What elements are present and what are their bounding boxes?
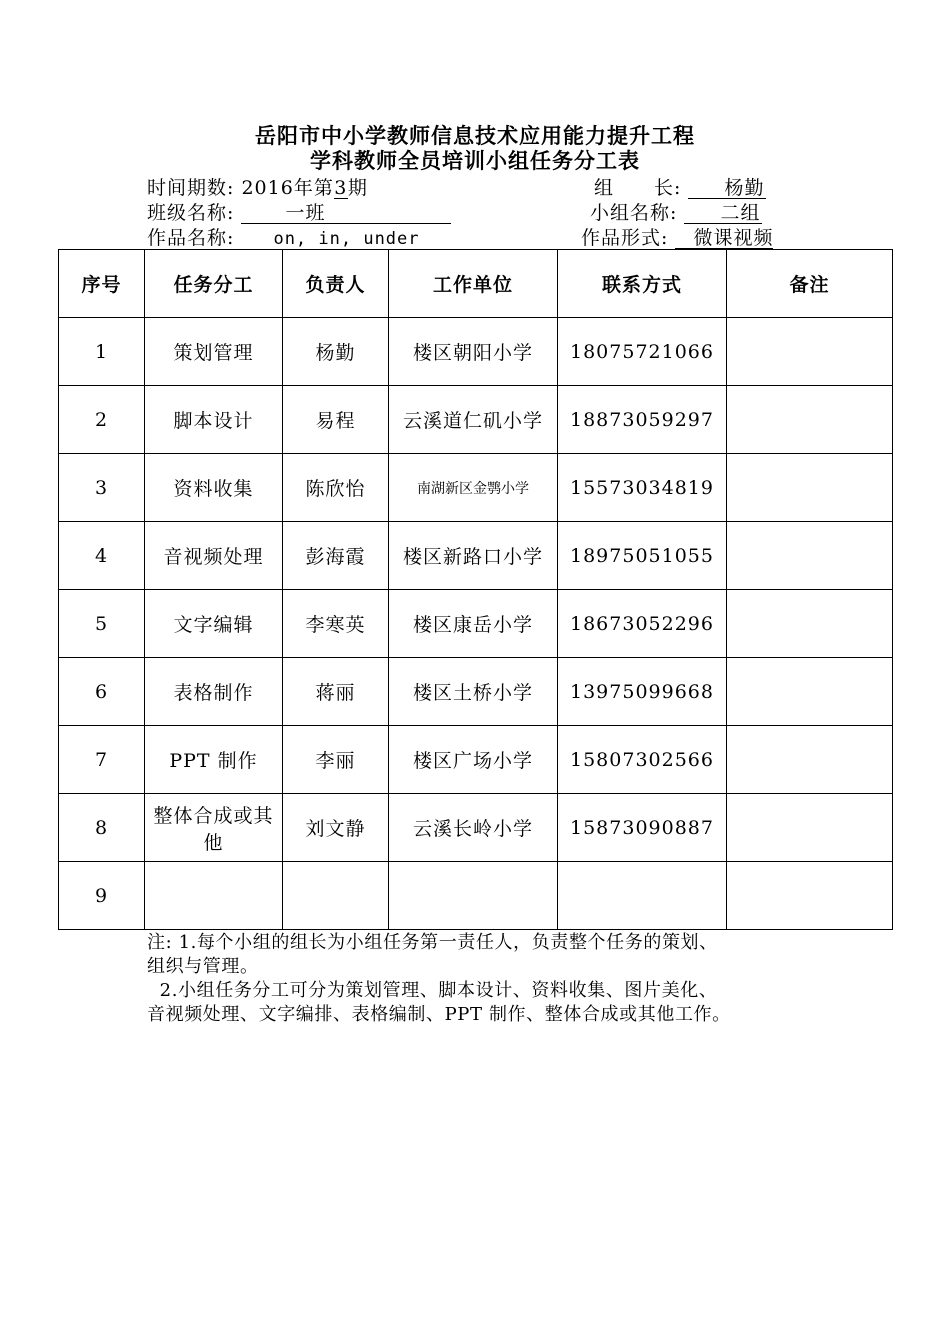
cell-task: PPT 制作: [145, 726, 283, 794]
cell-unit: 云溪长岭小学: [389, 794, 558, 862]
cell-remark: [727, 862, 893, 930]
cell-phone: [558, 862, 727, 930]
task-table: [58, 249, 893, 930]
cell-remark: [727, 522, 893, 590]
class-field: [147, 201, 451, 225]
cell-unit: 楼区土桥小学: [389, 658, 558, 726]
document-title-line2: 学科教师全员培训小组任务分工表: [310, 149, 640, 173]
period-year: 2016: [241, 177, 294, 199]
cell-task: 脚本设计: [145, 386, 283, 454]
work-label: 作品名称:: [147, 227, 235, 249]
cell-seq: 1: [59, 318, 145, 386]
cell-person: 易程: [283, 386, 389, 454]
period-field: [147, 176, 368, 200]
cell-unit: 楼区朝阳小学: [389, 318, 558, 386]
cell-person: 彭海霞: [283, 522, 389, 590]
work-field: [147, 226, 519, 250]
table-row: [59, 454, 893, 522]
table-row: [59, 318, 893, 386]
cell-task: 音视频处理: [145, 522, 283, 590]
leader-value: 杨勤: [688, 178, 766, 199]
header-remark: 备注: [727, 250, 893, 318]
cell-remark: [727, 454, 893, 522]
cell-task: 资料收集: [145, 454, 283, 522]
cell-phone: 18673052296: [558, 590, 727, 658]
group-value: 二组: [684, 203, 762, 224]
note-line-1: 注: 1.每个小组的组长为小组任务第一责任人，负责整个任务的策划、: [147, 932, 718, 953]
cell-phone: 18075721066: [558, 318, 727, 386]
period-number: 3: [334, 177, 348, 199]
cell-remark: [727, 658, 893, 726]
table-row: [59, 522, 893, 590]
cell-remark: [727, 386, 893, 454]
form-field: [581, 226, 773, 250]
table-row: [59, 862, 893, 930]
cell-unit: [389, 862, 558, 930]
table-row: [59, 386, 893, 454]
cell-person: 刘文静: [283, 794, 389, 862]
cell-person: 蒋丽: [283, 658, 389, 726]
header-unit: 工作单位: [389, 250, 558, 318]
cell-task: 整体合成或其他: [145, 794, 283, 862]
cell-phone: 15873090887: [558, 794, 727, 862]
cell-seq: 7: [59, 726, 145, 794]
header-task: 任务分工: [145, 250, 283, 318]
table-row: [59, 794, 893, 862]
note-line-2: 组织与管理。: [147, 956, 259, 977]
cell-seq: 6: [59, 658, 145, 726]
cell-task: 表格制作: [145, 658, 283, 726]
cell-person: 陈欣怡: [283, 454, 389, 522]
cell-phone: 15573034819: [558, 454, 727, 522]
header-seq: 序号: [59, 250, 145, 318]
table-row: [59, 590, 893, 658]
cell-unit: 楼区广场小学: [389, 726, 558, 794]
document-title-line1: 岳阳市中小学教师信息技术应用能力提升工程: [255, 124, 695, 148]
leader-label: 组 长:: [594, 177, 682, 199]
cell-person: 杨勤: [283, 318, 389, 386]
class-label: 班级名称:: [147, 202, 235, 224]
cell-remark: [727, 726, 893, 794]
table-row: [59, 726, 893, 794]
cell-unit: 云溪道仁矶小学: [389, 386, 558, 454]
work-value: on, in, under: [241, 229, 519, 250]
group-label: 小组名称:: [590, 202, 678, 224]
form-label: 作品形式:: [581, 227, 669, 249]
cell-phone: 13975099668: [558, 658, 727, 726]
cell-remark: [727, 318, 893, 386]
cell-seq: 3: [59, 454, 145, 522]
cell-seq: 4: [59, 522, 145, 590]
period-year-suffix: 年第: [293, 177, 334, 199]
cell-phone: 15807302566: [558, 726, 727, 794]
cell-remark: [727, 794, 893, 862]
cell-unit: 楼区新路口小学: [389, 522, 558, 590]
cell-seq: 8: [59, 794, 145, 862]
cell-seq: 5: [59, 590, 145, 658]
table-header-row: [59, 250, 893, 318]
cell-phone: 18873059297: [558, 386, 727, 454]
header-person: 负责人: [283, 250, 389, 318]
leader-field: [594, 176, 766, 200]
cell-phone: 18975051055: [558, 522, 727, 590]
cell-seq: 2: [59, 386, 145, 454]
note-line-3: 2.小组任务分工可分为策划管理、脚本设计、资料收集、图片美化、: [147, 980, 718, 1001]
cell-unit: 楼区康岳小学: [389, 590, 558, 658]
group-field: [590, 201, 762, 225]
cell-unit: 南湖新区金鹗小学: [389, 454, 558, 522]
cell-person: [283, 862, 389, 930]
header-contact: 联系方式: [558, 250, 727, 318]
table-row: [59, 658, 893, 726]
cell-person: 李丽: [283, 726, 389, 794]
cell-remark: [727, 590, 893, 658]
period-suffix: 期: [347, 177, 368, 199]
period-label: 时间期数:: [147, 177, 235, 199]
cell-task: [145, 862, 283, 930]
class-value: 一班: [241, 203, 451, 224]
note-line-4: 音视频处理、文字编排、表格编制、PPT 制作、整体合成或其他工作。: [147, 1004, 731, 1025]
form-value: 微课视频: [675, 228, 773, 249]
cell-person: 李寒英: [283, 590, 389, 658]
cell-seq: 9: [59, 862, 145, 930]
cell-task: 文字编辑: [145, 590, 283, 658]
cell-task: 策划管理: [145, 318, 283, 386]
